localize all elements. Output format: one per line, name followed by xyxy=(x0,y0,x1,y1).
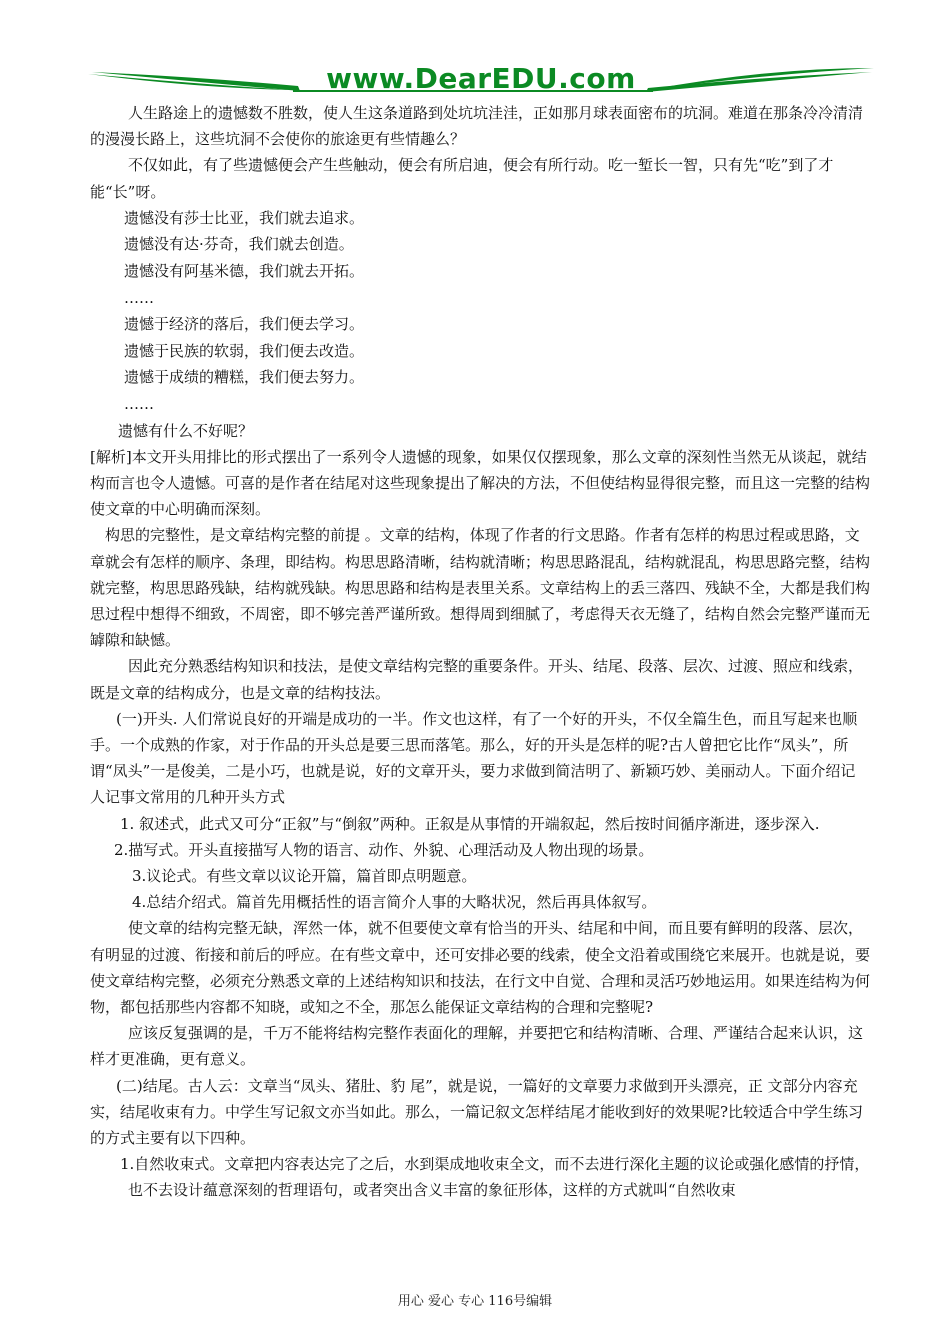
article-body xyxy=(90,100,870,1204)
list-item: 1.自然收束式。文章把内容表达完了之后，水到渠成地收束全文，而不去进行深化主题的议论或强化感情的抒情，也不去设计蕴意深刻的哲理语句，或者突出含义丰富的象征形体，这样的方式就叫“自然收束 xyxy=(120,1155,870,1200)
poem-line: …… xyxy=(124,394,154,413)
paragraph: (二)结尾。古人云：文章当“凤头、猪肚、豹 尾”，就是说，一篇好的文章要力求做到开头漂亮，正 文部分内容充实，结尾收束有力。中学生写记叙文亦当如此。那么，一篇记叙文怎样结尾才能收到好的效果呢?比较适合中学生练习的方式主要有以下四种。 xyxy=(90,1076,864,1148)
site-logo[interactable]: www.DearEDU.com xyxy=(326,62,636,95)
list-item: 3.议论式。有些文章以议论开篇，篇首即点明题意。 xyxy=(132,867,477,886)
analysis: [解析]本文开头用排比的形式摆出了一系列令人遗憾的现象，如果仅仅摆现象，那么文章的深刻性当然无从谈起，就结构而言也令人遗憾。可喜的是作者在结尾对这些现象提出了解决的方法，不但使结构显得很完整，而且这一完整的结构使文章的中心明确而深刻。 xyxy=(90,447,871,519)
page-footer: 用心 爱心 专心 116号编辑 xyxy=(397,1294,553,1309)
poem-line: 遗憾没有达·芬奇，我们就去创造。 xyxy=(124,235,354,254)
paragraph: 构思的完整性，是文章结构完整的前提 。文章的结构，体现了作者的行文思路。作者有怎样的构思过程或思路，文章就会有怎样的顺序、条理，即结构。构思思路清晰，结构就清晰；构思思路混乱，结构就混乱，构思思路完整，结构就完整，构思思路残缺，结构就残缺。构思思路和结构是表里关系。文章结构上的丢三落四、残缺不全，大都是我们构思过程中想得不细致，不周密，即不够完善严谨所致。想得周到细腻了，考虑得天衣无缝了，结构自然会完整严谨而无罅隙和缺憾。 xyxy=(90,526,871,650)
poem-block xyxy=(90,205,870,418)
poem-line: 遗憾于成绩的糟糕，我们便去努力。 xyxy=(124,368,365,387)
paragraph: (一)开头. 人们常说良好的开端是成功的一半。作文也这样，有了一个好的开头，不仅全篇生色，而且写起来也顺手。一个成熟的作家，对于作品的开头总是要三思而落笔。那么，好的开头是怎样的呢?古人曾把它比作“凤头”，所谓“凤头”一是俊美，二是小巧，也就是说，好的文章开头，要力求做到简洁明了、新颖巧妙、美丽动人。下面介绍记人记事文常用的几种开头方式 xyxy=(90,709,858,807)
question: 遗憾有什么不好呢？ xyxy=(118,421,254,440)
list-item: 4.总结介绍式。篇首先用概括性的语言简介人事的大略状况，然后再具体叙写。 xyxy=(132,893,657,912)
poem-line: 遗憾于民族的软弱，我们便去改造。 xyxy=(124,341,365,360)
poem-line: …… xyxy=(124,288,154,307)
paragraph: 不仅如此，有了些遗憾便会产生些触动，便会有所启迪，便会有所行动。吃一堑长一智，只有先“吃”到了才能“长”呀。 xyxy=(90,156,834,201)
poem-line: 遗憾于经济的落后，我们便去学习。 xyxy=(124,315,365,334)
poem-line: 遗憾没有阿基米德，我们就去开拓。 xyxy=(124,262,365,280)
paragraph: 因此充分熟悉结构知识和技法，是使文章结构完整的重要条件。开头、结尾、段落、层次、过渡、照应和线索，既是文章的结构成分，也是文章的结构技法。 xyxy=(90,657,864,702)
paragraph: 应该反复强调的是，千万不能将结构完整作表面化的理解，并要把它和结构清晰、合理、严谨结合起来认识，这样才更准确，更有意义。 xyxy=(90,1024,864,1069)
poem-line: 遗憾没有莎士比亚，我们就去追求。 xyxy=(124,208,365,227)
paragraph: 人生路途上的遗憾数不胜数，使人生这条道路到处坑坑洼洼，正如那月球表面密布的坑洞。难道在那条冷冷清清的漫漫长路上，这些坑洞不会使你的旅途更有些情趣么？ xyxy=(90,104,864,149)
list-item: 2.描写式。开头直接描写人物的语言、动作、外貌、心理活动及人物出现的场景。 xyxy=(114,840,654,859)
list-item: 1. 叙述式，此式又可分“正叙”与“倒叙”两种。正叙是从事情的开端叙起，然后按时间循序渐进，逐步深入. xyxy=(120,814,820,833)
paragraph: 使文章的结构完整无缺，浑然一体，就不但要使文章有恰当的开头、结尾和中间，而且要有鲜明的段落、层次，有明显的过渡、衔接和前后的呼应。在有些文章中，还可安排必要的线索，使全文沿着或围绕它来展开。也就是说，要使文章结构完整，必须充分熟悉文章的上述结构知识和技法，在行文中自觉、合理和灵活巧妙地运用。如果连结构为何物，都包括那些内容都不知晓，或知之不全，那怎么能保证文章结构的合理和完整呢? xyxy=(90,919,871,1017)
site-header xyxy=(88,60,874,100)
